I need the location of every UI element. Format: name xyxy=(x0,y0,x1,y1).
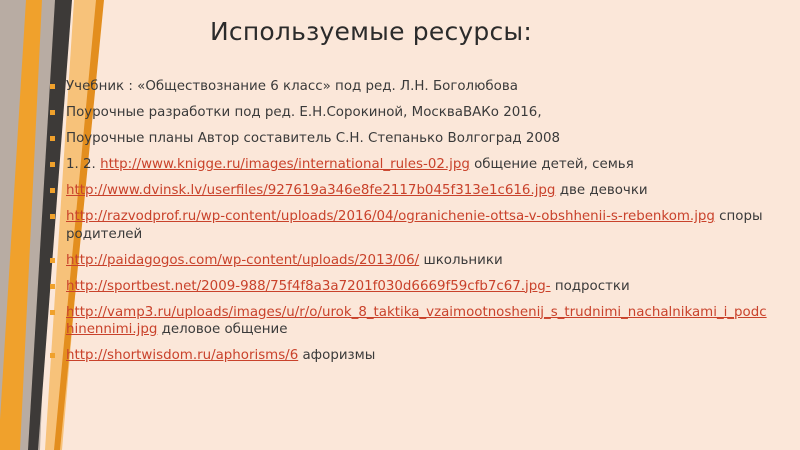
resource-link[interactable]: http://sportbest.net/2009-988/75f4f8a3a7201f030d6669f59cfb7c67.jpg- xyxy=(66,278,551,294)
resource-item xyxy=(46,278,772,296)
resource-link[interactable]: http://razvodprof.ru/wp-content/uploads/2016/04/ogranichenie-ottsa-v-obshhenii-s-rebenkom.jpg xyxy=(66,209,715,224)
resource-item xyxy=(46,347,772,365)
resource-item xyxy=(46,182,772,200)
resource-item xyxy=(46,156,772,174)
resource-text: общение детей, семья xyxy=(469,157,634,172)
resource-text: деловое общение xyxy=(157,322,288,337)
item-prefix: 1. 2. xyxy=(66,157,101,172)
resource-text: Поурочные планы Автор составитель С.Н. Степанько Волгоград 2008 xyxy=(66,131,561,146)
page-title: Используемые ресурсы: xyxy=(210,17,532,46)
resource-text: Учебник : «Обществознание 6 класс» под ред. Л.Н. Боголюбова xyxy=(66,79,518,94)
resource-text: споры родителей xyxy=(66,209,763,242)
resource-item xyxy=(46,130,772,148)
resource-text: Поурочные разработки под ред. Е.Н.Сорокиной, МоскваВАКо 2016, xyxy=(66,105,542,120)
resource-item xyxy=(46,208,772,243)
resource-link[interactable]: http://paidagogos.com/wp-content/uploads/2013/06/ xyxy=(66,252,420,268)
resource-item xyxy=(46,304,772,339)
resource-text: две девочки xyxy=(555,183,648,198)
resource-link[interactable]: http://www.knigge.ru/images/international_rules-02.jpg xyxy=(100,157,470,172)
resource-list xyxy=(46,78,772,373)
resource-item xyxy=(46,252,772,270)
resource-text: школьники xyxy=(419,252,503,268)
resource-link[interactable]: http://www.dvinsk.lv/userfiles/927619a346e8fe2117b045f313e1c616.jpg xyxy=(66,183,556,198)
resource-item xyxy=(46,78,772,96)
resource-item xyxy=(46,104,772,122)
resource-link[interactable]: http://vamp3.ru/uploads/images/u/r/o/urok_8_taktika_vzaimootnoshenij_s_trudnimi_nachalnikami_i_podchinennimi.jpg xyxy=(66,304,767,337)
resource-text: афоризмы xyxy=(298,348,376,363)
resource-text: подростки xyxy=(550,278,630,294)
resource-link[interactable]: http://shortwisdom.ru/aphorisms/6 xyxy=(66,348,299,363)
